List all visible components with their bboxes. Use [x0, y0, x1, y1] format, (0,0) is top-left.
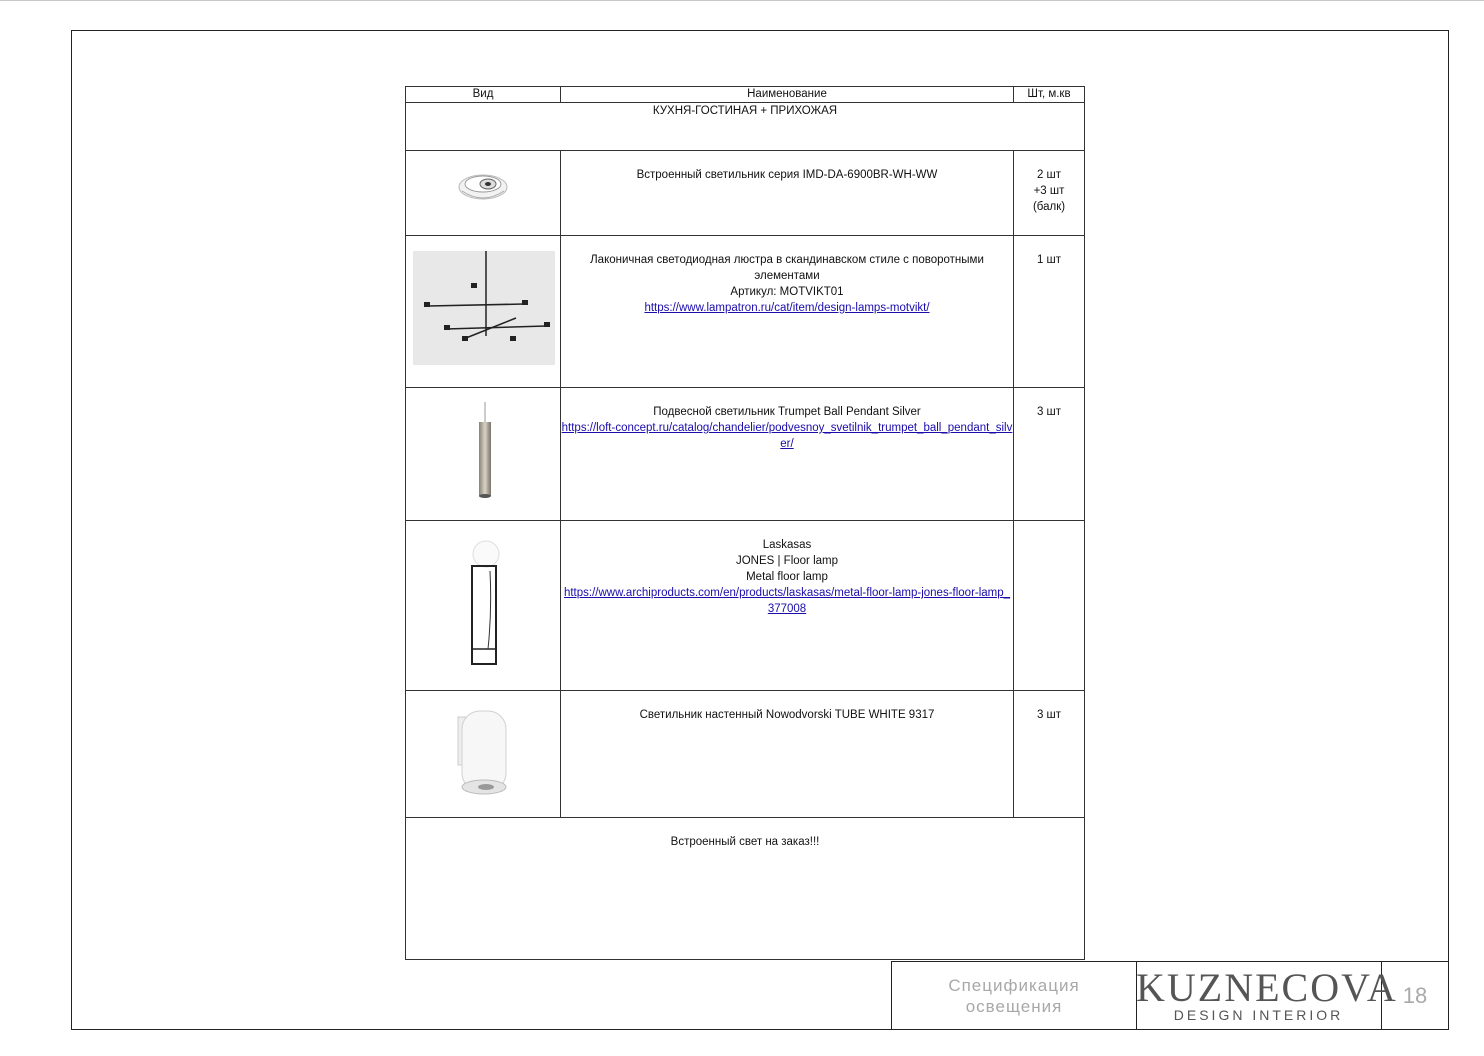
qty-line: 3 шт: [1036, 406, 1062, 418]
product-brand-line: Laskasas: [762, 539, 812, 551]
top-rule: [0, 0, 1484, 1]
subject-cell: [892, 962, 1137, 1030]
product-name-cell: [561, 236, 1014, 388]
header-qty: Шт, м.кв: [1014, 87, 1085, 103]
product-image-cell: [406, 236, 561, 388]
product-desc-line: Metal floor lamp: [746, 571, 828, 583]
product-image-cell: [406, 151, 561, 236]
product-name-line: Подвесной светильник Trumpet Ball Pendant Silver: [653, 406, 921, 418]
footnote-text: Встроенный свет на заказ!!!: [670, 836, 820, 848]
table-header-row: [406, 87, 1085, 103]
title-block: [891, 961, 1449, 1030]
product-qty-cell: [1014, 388, 1085, 521]
product-name-line: Лаконичная светодиодная люстра в скандинавском стиле с поворотными элементами: [590, 254, 984, 282]
product-name-cell: [561, 388, 1014, 521]
product-name-cell: [561, 691, 1014, 818]
table-row: [406, 236, 1085, 388]
spec-table: [405, 86, 1085, 960]
product-qty-cell: [1014, 151, 1085, 236]
product-link[interactable]: https://loft-concept.ru/catalog/chandelier/podvesnoy_svetilnik_trumpet_ball_pendant_silver/: [561, 422, 1013, 450]
logo: [1136, 962, 1398, 1030]
recessed-spotlight-icon: [406, 151, 560, 230]
table-row: [406, 691, 1085, 818]
product-qty-cell: [1014, 691, 1085, 818]
qty-line: 3 шт: [1036, 709, 1062, 721]
subject-line: Спецификация: [948, 976, 1080, 995]
subject-line: освещения: [965, 997, 1063, 1016]
product-article-line: Артикул: MOTVIKT01: [730, 286, 844, 298]
product-qty-cell: [1014, 236, 1085, 388]
product-image-cell: [406, 691, 561, 818]
product-name-line: Светильник настенный Nowodvorski TUBE WHITE 9317: [639, 709, 935, 721]
product-name-line: Встроенный светильник серия IMD-DA-6900BR-WH-WW: [636, 169, 938, 181]
section-row: [406, 103, 1085, 151]
chandelier-icon: [406, 236, 560, 382]
qty-line: (балк): [1032, 201, 1066, 213]
product-image-cell: [406, 388, 561, 521]
wall-lamp-icon: [406, 691, 560, 812]
header-view: Вид: [406, 87, 561, 103]
table-row: [406, 388, 1085, 521]
section-title: КУХНЯ-ГОСТИНАЯ + ПРИХОЖАЯ: [406, 103, 1085, 151]
floor-lamp-icon: [406, 521, 560, 685]
footnote-row: [406, 818, 1085, 960]
product-image-cell: [406, 521, 561, 691]
product-link[interactable]: https://www.archiproducts.com/en/products/laskasas/metal-floor-lamp-jones-floor-lamp_377008: [563, 587, 1011, 615]
product-name-line: JONES | Floor lamp: [735, 555, 839, 567]
product-link[interactable]: https://www.lampatron.ru/cat/item/design-lamps-motvikt/: [644, 302, 930, 314]
table-row: [406, 151, 1085, 236]
footnote-cell: [406, 818, 1085, 960]
product-name-cell: [561, 151, 1014, 236]
qty-line: 1 шт: [1036, 254, 1062, 266]
qty-line: +3 шт: [1033, 185, 1065, 197]
product-qty-cell: [1014, 521, 1085, 691]
header-name: Наименование: [561, 87, 1014, 103]
page-number: 18: [1402, 983, 1428, 1008]
pendant-lamp-icon: [406, 388, 560, 515]
table-row: [406, 521, 1085, 691]
qty-line: 2 шт: [1036, 169, 1062, 181]
product-name-cell: [561, 521, 1014, 691]
logo-wordmark: KUZNECOVA: [1136, 965, 1398, 1010]
logo-tagline: DESIGN INTERIOR: [1173, 1007, 1344, 1023]
